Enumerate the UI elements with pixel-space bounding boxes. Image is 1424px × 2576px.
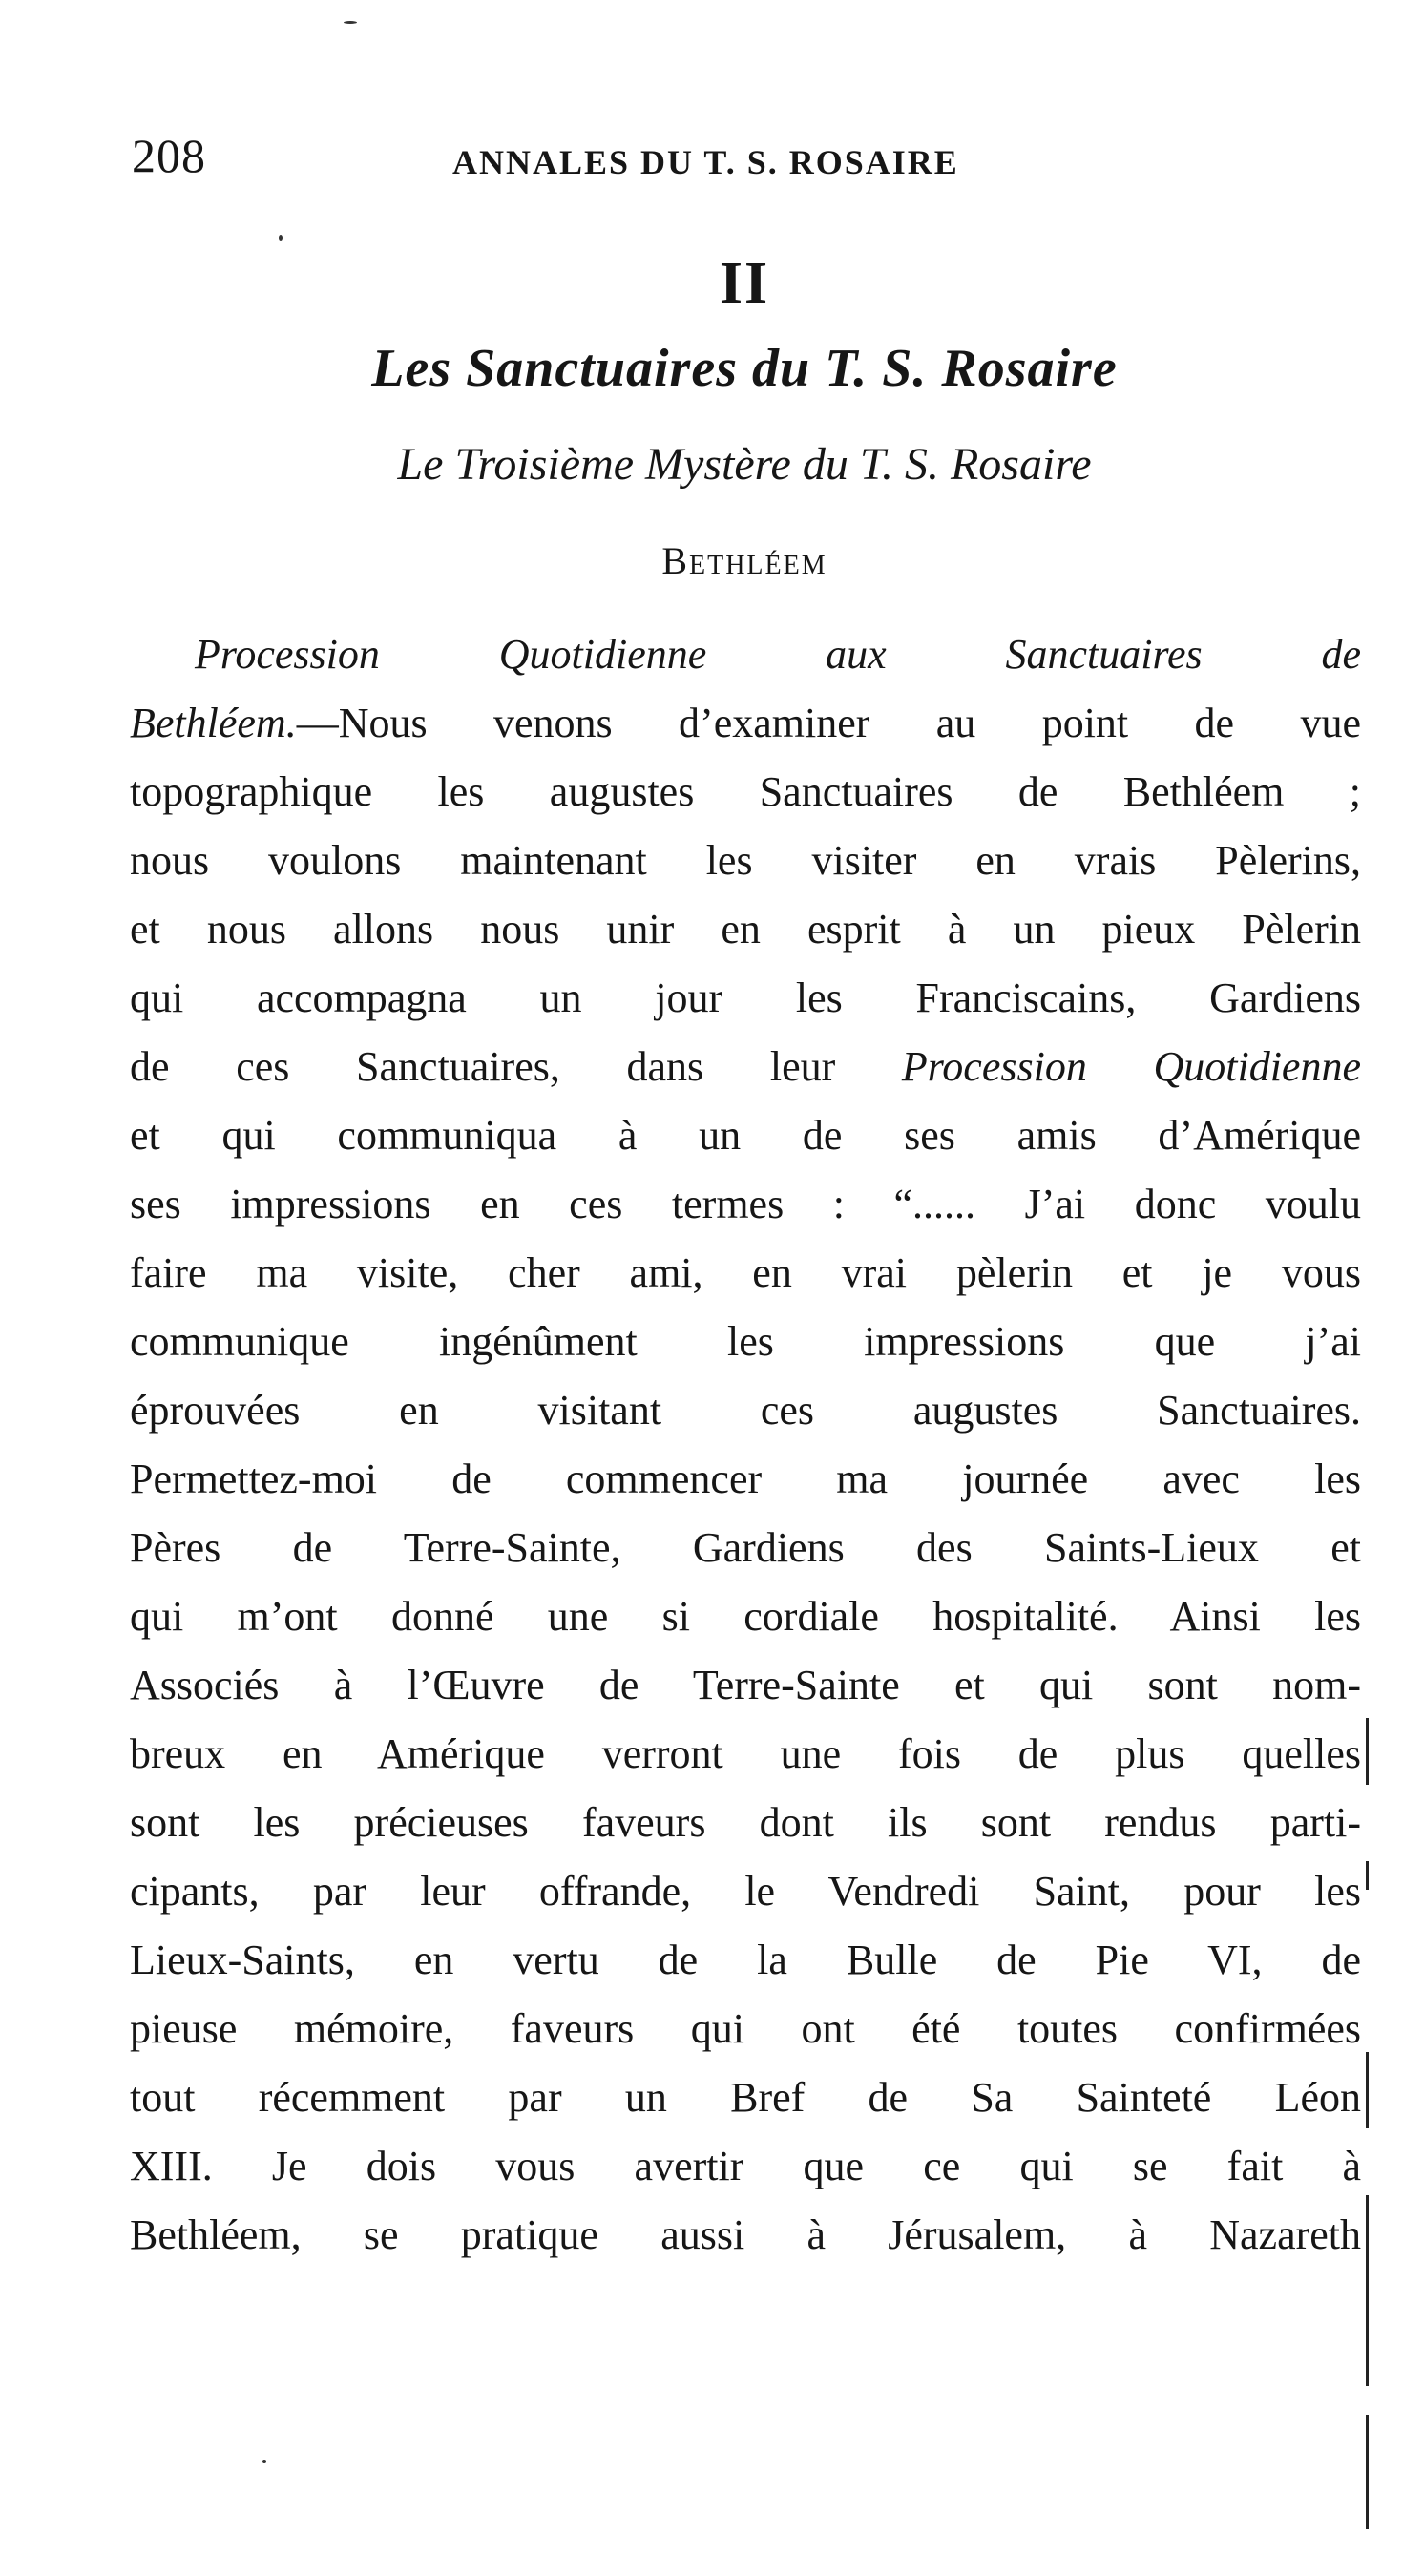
body-line: Bethléem, se pratique aussi à Jérusalem, à Nazareth <box>130 2211 1361 2258</box>
body-line: et qui communiqua à un de ses amis d’Amérique <box>130 1112 1361 1159</box>
body-line: nous voulons maintenant les visiter en vrais Pèlerins, <box>130 837 1361 884</box>
page-number: 208 <box>132 129 206 182</box>
body-line: sont les précieuses faveurs dont ils sont rendus parti- <box>130 1799 1361 1846</box>
body-line: communique ingénûment les impressions que j’ai <box>130 1318 1361 1365</box>
scan-edge-mark <box>1366 2415 1369 2529</box>
scan-speck <box>344 21 357 24</box>
body-line-text: —Nous venons d’examiner au point de vue <box>296 700 1361 746</box>
body-line: et nous allons nous unir en esprit à un pieux Pèlerin <box>130 906 1361 953</box>
body-line: éprouvées en visitant ces augustes Sanctuaires. <box>130 1387 1361 1434</box>
body-line: qui m’ont donné une si cordiale hospitalité. Ainsi les <box>130 1593 1361 1640</box>
body-line <box>130 1033 1361 1101</box>
body-line: topographique les augustes Sanctuaires de Bethléem ; <box>130 768 1361 815</box>
scan-edge-mark <box>1366 1861 1369 1890</box>
scan-edge-mark <box>1366 2052 1369 2128</box>
place-heading: Bethléem <box>661 539 827 582</box>
running-title: ANNALES DU T. S. ROSAIRE <box>452 143 959 181</box>
body-line: ses impressions en ces termes : “...... J’ai donc voulu <box>130 1181 1361 1227</box>
body-line: tout récemment par un Bref de Sa Sainteté Léon <box>130 2074 1361 2121</box>
scan-speck <box>279 235 283 241</box>
body-line: faire ma visite, cher ami, en vrai pèlerin et je vous <box>130 1249 1361 1296</box>
body-text <box>130 620 1361 2270</box>
body-line-italic: Bethléem. <box>130 700 297 746</box>
section-number: II <box>719 251 770 316</box>
body-line: Procession Quotidienne aux Sanctuaires de <box>195 631 1361 678</box>
body-line <box>130 689 1361 758</box>
body-line: Lieux-Saints, en vertu de la Bulle de Pie VI, de <box>130 1937 1361 1983</box>
running-head <box>132 122 1372 189</box>
body-line: XIII. Je dois vous avertir que ce qui se fait à <box>130 2143 1361 2189</box>
body-line: qui accompagna un jour les Franciscains, Gardiens <box>130 974 1361 1021</box>
article-subtitle: Le Troisième Mystère du T. S. Rosaire <box>397 439 1092 490</box>
body-line: Pères de Terre-Sainte, Gardiens des Saints-Lieux et <box>130 1524 1361 1571</box>
body-line-text: de ces Sanctuaires, dans leur <box>130 1043 836 1090</box>
body-line: Associés à l’Œuvre de Terre-Sainte et qui sont nom- <box>130 1662 1361 1708</box>
body-line: pieuse mémoire, faveurs qui ont été toutes confirmées <box>130 2005 1361 2052</box>
scan-speck <box>262 2460 266 2463</box>
body-line: cipants, par leur offrande, le Vendredi Saint, pour les <box>130 1868 1361 1915</box>
body-line-italic: Procession Quotidienne <box>901 1043 1361 1090</box>
scan-edge-mark <box>1366 2195 1369 2386</box>
body-line: Permettez-moi de commencer ma journée avec les <box>130 1456 1361 1502</box>
scan-edge-mark <box>1366 1718 1369 1785</box>
body-line: breux en Amérique verront une fois de plus quelles <box>130 1730 1361 1777</box>
article-title: Les Sanctuaires du T. S. Rosaire <box>371 339 1118 398</box>
